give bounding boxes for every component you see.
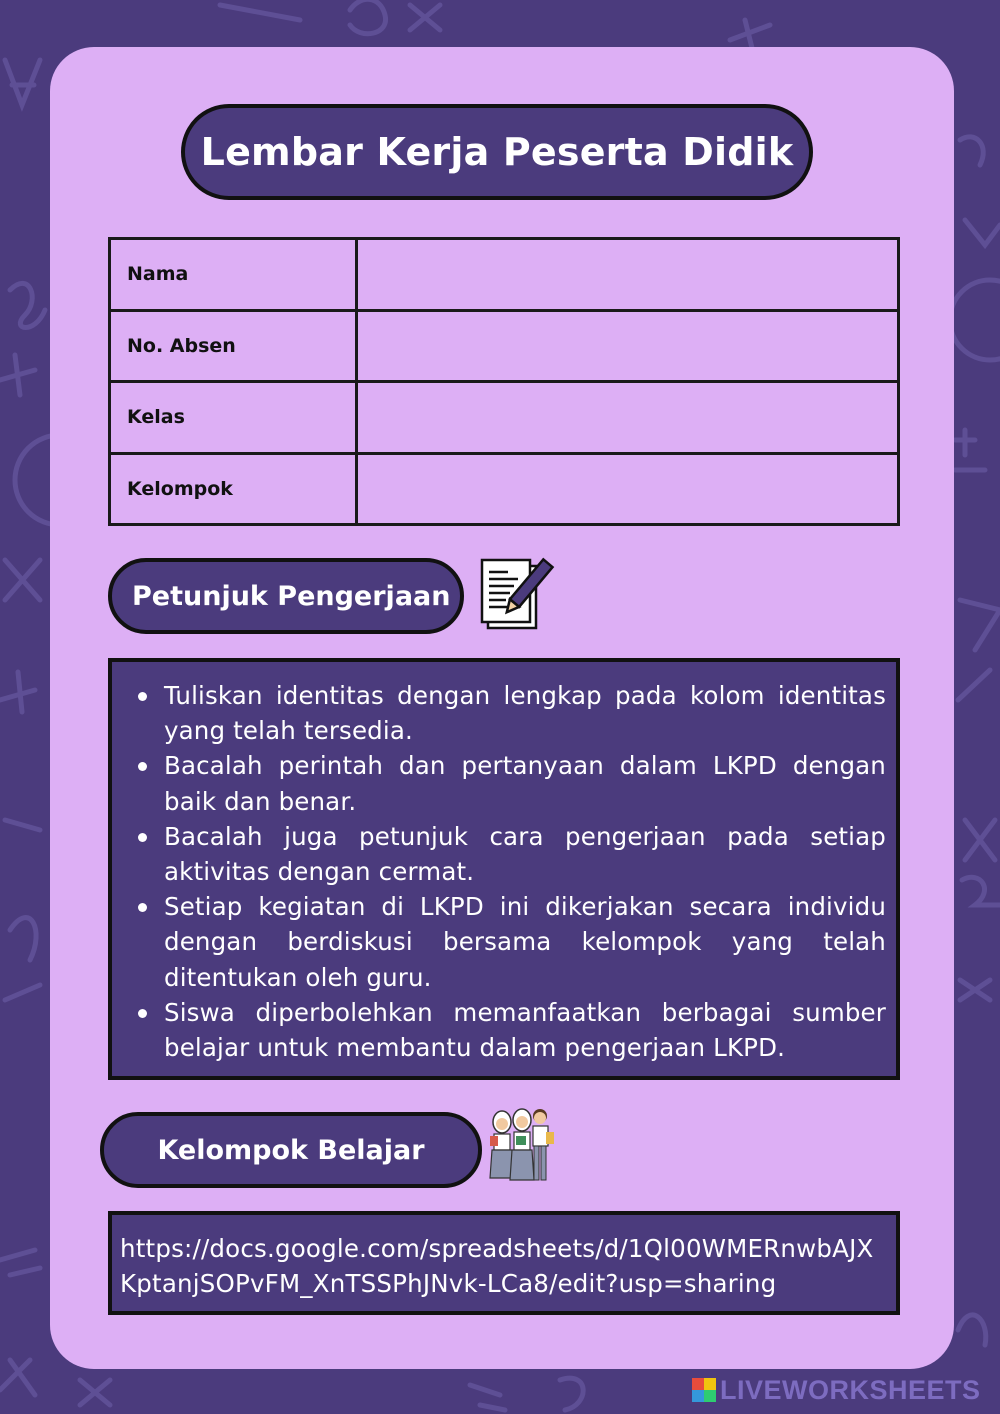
group-field[interactable] — [357, 453, 899, 525]
class-field[interactable] — [357, 382, 899, 454]
absen-number-field[interactable] — [357, 310, 899, 382]
identity-label: No. Absen — [110, 310, 357, 382]
name-field[interactable] — [357, 239, 899, 311]
list-item: Siswa diperbolehkan memanfaatkan berbagai sumber belajar untuk membantu dalam pengerjaan LKPD. — [126, 995, 886, 1065]
identity-label: Kelas — [110, 382, 357, 454]
instructions-box — [108, 658, 900, 1080]
list-item: Bacalah perintah dan pertanyaan dalam LKPD dengan baik dan benar. — [126, 748, 886, 818]
table-row — [110, 453, 899, 525]
group-heading: Kelompok Belajar — [100, 1112, 482, 1188]
list-item: Setiap kegiatan di LKPD ini dikerjakan secara individu dengan berdiskusi bersama kelompok yang telah ditentukan oleh guru. — [126, 889, 886, 995]
instructions-heading: Petunjuk Pengerjaan — [108, 558, 464, 634]
watermark-text: LIVEWORKSHEETS — [720, 1374, 981, 1405]
group-spreadsheet-link[interactable]: https://docs.google.com/spreadsheets/d/1Ql00WMERnwbAJXKptanjSOPvFM_XnTSSPhJNvk-LCa8/edit?usp=sharing — [108, 1211, 900, 1315]
liveworksheets-logo-icon — [692, 1378, 716, 1402]
identity-label: Kelompok — [110, 453, 357, 525]
table-row — [110, 310, 899, 382]
instructions-list — [126, 678, 886, 1065]
list-item: Bacalah juga petunjuk cara pengerjaan pada setiap aktivitas dengan cermat. — [126, 819, 886, 889]
document-pen-icon — [478, 552, 560, 634]
students-icon — [488, 1106, 556, 1184]
table-row — [110, 382, 899, 454]
page-title: Lembar Kerja Peserta Didik — [181, 104, 813, 200]
liveworksheets-watermark — [692, 1374, 981, 1406]
identity-table — [108, 237, 900, 526]
list-item: Tuliskan identitas dengan lengkap pada kolom identitas yang telah tersedia. — [126, 678, 886, 748]
table-row — [110, 239, 899, 311]
identity-label: Nama — [110, 239, 357, 311]
